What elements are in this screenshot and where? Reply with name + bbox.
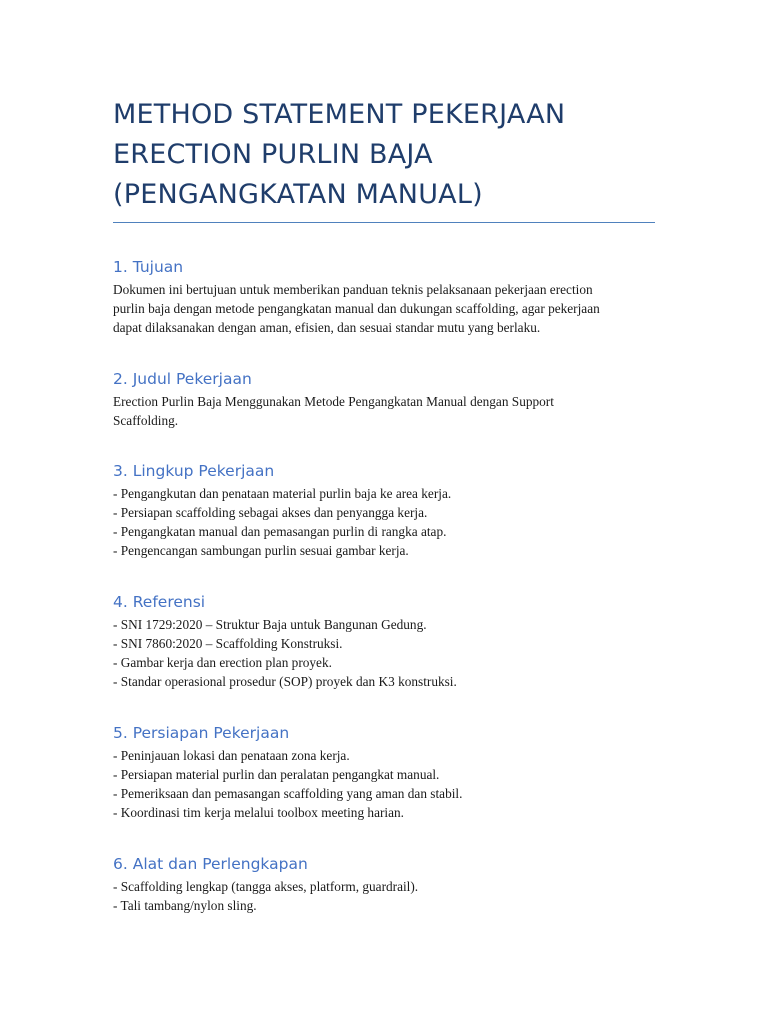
list-item: - Pemeriksaan dan pemasangan scaffolding yang aman dan stabil. [113, 786, 463, 801]
section-heading: 6. Alat dan Perlengkapan [113, 855, 308, 873]
paragraph-line: dapat dilaksanakan dengan aman, efisien, dan sesuai standar mutu yang berlaku. [113, 320, 541, 335]
title-line: (PENGANGKATAN MANUAL) [113, 179, 483, 210]
title-line: ERECTION PURLIN BAJA [113, 139, 433, 170]
list-item: - Persiapan scaffolding sebagai akses dan penyangga kerja. [113, 505, 428, 520]
section-paragraph [113, 392, 655, 430]
paragraph-line: Erection Purlin Baja Menggunakan Metode Pengangkatan Manual dengan Support [113, 394, 554, 409]
bullet-list [113, 484, 655, 560]
paragraph-line: purlin baja dengan metode pengangkatan manual dan dukungan scaffolding, agar pekerjaan [113, 301, 600, 316]
list-item: - Standar operasional prosedur (SOP) proyek dan K3 konstruksi. [113, 674, 457, 689]
section-heading: 4. Referensi [113, 593, 206, 611]
section-alat-dan-perlengkapan [113, 853, 655, 915]
list-item: - SNI 1729:2020 – Struktur Baja untuk Bangunan Gedung. [113, 617, 427, 632]
list-item: - Peninjauan lokasi dan penataan zona kerja. [113, 748, 350, 763]
section-heading: 1. Tujuan [113, 258, 184, 276]
list-item: - SNI 7860:2020 – Scaffolding Konstruksi. [113, 636, 343, 651]
section-heading: 3. Lingkup Pekerjaan [113, 462, 275, 480]
list-item: - Pengencangan sambungan purlin sesuai gambar kerja. [113, 543, 409, 558]
section-heading: 2. Judul Pekerjaan [113, 370, 252, 388]
title-divider [113, 222, 655, 223]
list-item: - Tali tambang/nylon sling. [113, 898, 257, 913]
list-item: - Persiapan material purlin dan peralatan pengangkat manual. [113, 767, 440, 782]
bullet-list [113, 877, 655, 915]
list-item: - Koordinasi tim kerja melalui toolbox meeting harian. [113, 805, 404, 820]
title-line: METHOD STATEMENT PEKERJAAN [113, 99, 566, 130]
section-judul-pekerjaan [113, 368, 655, 430]
paragraph-line: Scaffolding. [113, 413, 179, 428]
bullet-list [113, 746, 655, 822]
paragraph-line: Dokumen ini bertujuan untuk memberikan panduan teknis pelaksanaan pekerjaan erection [113, 282, 593, 297]
list-item: - Gambar kerja dan erection plan proyek. [113, 655, 332, 670]
section-heading: 5. Persiapan Pekerjaan [113, 724, 290, 742]
section-referensi [113, 591, 655, 691]
list-item: - Scaffolding lengkap (tangga akses, platform, guardrail). [113, 879, 419, 894]
list-item: - Pengangkutan dan penataan material purlin baja ke area kerja. [113, 486, 452, 501]
section-persiapan-pekerjaan [113, 722, 655, 822]
bullet-list [113, 615, 655, 691]
section-paragraph [113, 280, 655, 337]
section-lingkup-pekerjaan [113, 460, 655, 560]
document-title [113, 95, 655, 215]
section-tujuan [113, 256, 655, 337]
list-item: - Pengangkatan manual dan pemasangan purlin di rangka atap. [113, 524, 447, 539]
